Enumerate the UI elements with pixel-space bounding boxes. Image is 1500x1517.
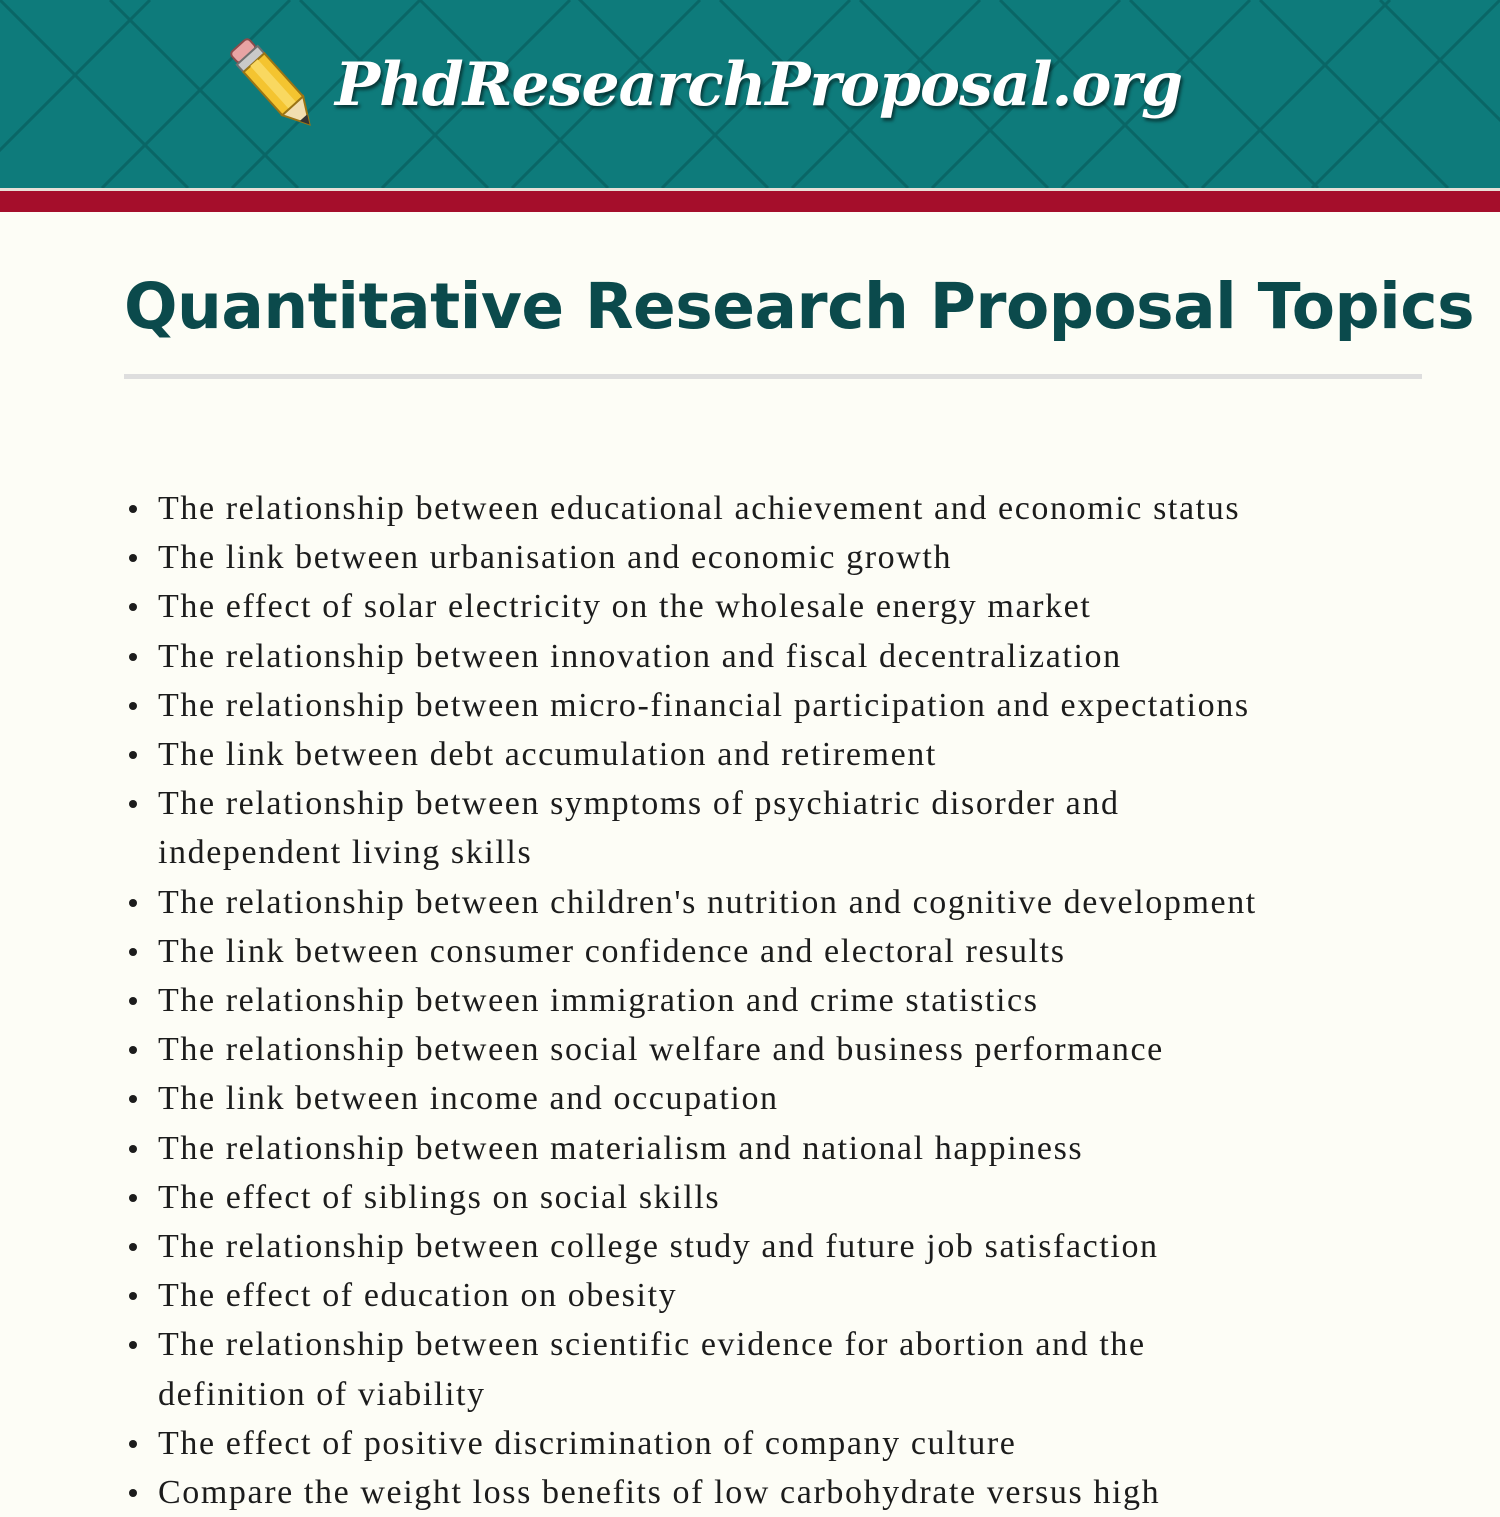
- bullet-icon: [129, 800, 137, 808]
- topic-text: The relationship between social welfare and business performance: [158, 1031, 1164, 1069]
- bullet-icon: [129, 1292, 137, 1300]
- topic-text: The effect of positive discrimination of company culture: [158, 1424, 1017, 1462]
- list-item: [158, 632, 1458, 681]
- bullet-icon: [129, 948, 137, 956]
- bullet-icon: [129, 554, 137, 562]
- topic-text: The relationship between immigration and crime statistics: [158, 982, 1039, 1020]
- list-item: [158, 1419, 1458, 1468]
- topic-text: The relationship between innovation and fiscal decentralization: [158, 637, 1122, 675]
- list-item: [158, 976, 1458, 1025]
- bullet-icon: [129, 1145, 137, 1153]
- topic-text: The relationship between scientific evidence for abortion and the: [158, 1326, 1146, 1364]
- list-item: [158, 1074, 1458, 1123]
- bullet-icon: [129, 1243, 137, 1251]
- list-item: [158, 1320, 1458, 1418]
- list-item: [158, 730, 1458, 779]
- topic-text: The link between debt accumulation and retirement: [158, 736, 937, 774]
- site-name: PhdResearchProposal.org: [335, 50, 1182, 120]
- topic-text: The effect of solar electricity on the wholesale energy market: [158, 588, 1092, 626]
- topic-text: Compare the weight loss benefits of low carbohydrate versus high: [158, 1474, 1161, 1512]
- bullet-icon: [129, 603, 137, 611]
- topic-text: definition of viability: [158, 1375, 486, 1413]
- bullet-icon: [129, 505, 137, 513]
- topic-list: [158, 484, 1458, 1517]
- header-accent-stripe: [0, 191, 1500, 212]
- topic-text: The relationship between micro-financial participation and expectations: [158, 686, 1250, 724]
- bullet-icon: [129, 653, 137, 661]
- bullet-icon: [129, 899, 137, 907]
- bullet-icon: [129, 702, 137, 710]
- topic-text: independent living skills: [158, 834, 533, 872]
- title-underline: [124, 374, 1422, 379]
- bullet-icon: [129, 997, 137, 1005]
- bullet-icon: [129, 1095, 137, 1103]
- topic-text: The effect of siblings on social skills: [158, 1178, 721, 1216]
- topic-text: The relationship between materialism and national happiness: [158, 1129, 1084, 1167]
- topic-text: The link between income and occupation: [158, 1080, 779, 1118]
- list-item: [158, 1124, 1458, 1173]
- list-item: [158, 1025, 1458, 1074]
- bullet-icon: [129, 1194, 137, 1202]
- topic-text: The relationship between educational achievement and economic status: [158, 490, 1241, 527]
- list-item: [158, 1468, 1458, 1517]
- topic-text: The link between consumer confidence and electoral results: [158, 932, 1066, 970]
- topic-text: The relationship between symptoms of psychiatric disorder and: [158, 785, 1120, 823]
- list-item: [158, 1222, 1458, 1271]
- bullet-icon: [129, 1046, 137, 1054]
- list-item: [158, 878, 1458, 927]
- list-item: [158, 484, 1458, 533]
- pencil-icon: [222, 30, 327, 140]
- bullet-icon: [129, 751, 137, 759]
- bullet-icon: [129, 1489, 137, 1497]
- bullet-icon: [129, 1341, 137, 1349]
- list-item: [158, 1271, 1458, 1320]
- list-item: [158, 779, 1458, 877]
- site-logo[interactable]: [222, 30, 1182, 140]
- topic-text: The link between urbanisation and economic growth: [158, 539, 953, 577]
- topic-text: The effect of education on obesity: [158, 1277, 678, 1315]
- list-item: [158, 927, 1458, 976]
- topic-text: The relationship between college study and future job satisfaction: [158, 1228, 1159, 1266]
- list-item: [158, 1173, 1458, 1222]
- list-item: [158, 582, 1458, 631]
- site-header: [0, 0, 1500, 188]
- topic-text: The relationship between children's nutrition and cognitive development: [158, 883, 1257, 921]
- page-title: Quantitative Research Proposal Topics: [124, 270, 1475, 343]
- list-item: [158, 533, 1458, 582]
- bullet-icon: [129, 1440, 137, 1448]
- list-item: [158, 681, 1458, 730]
